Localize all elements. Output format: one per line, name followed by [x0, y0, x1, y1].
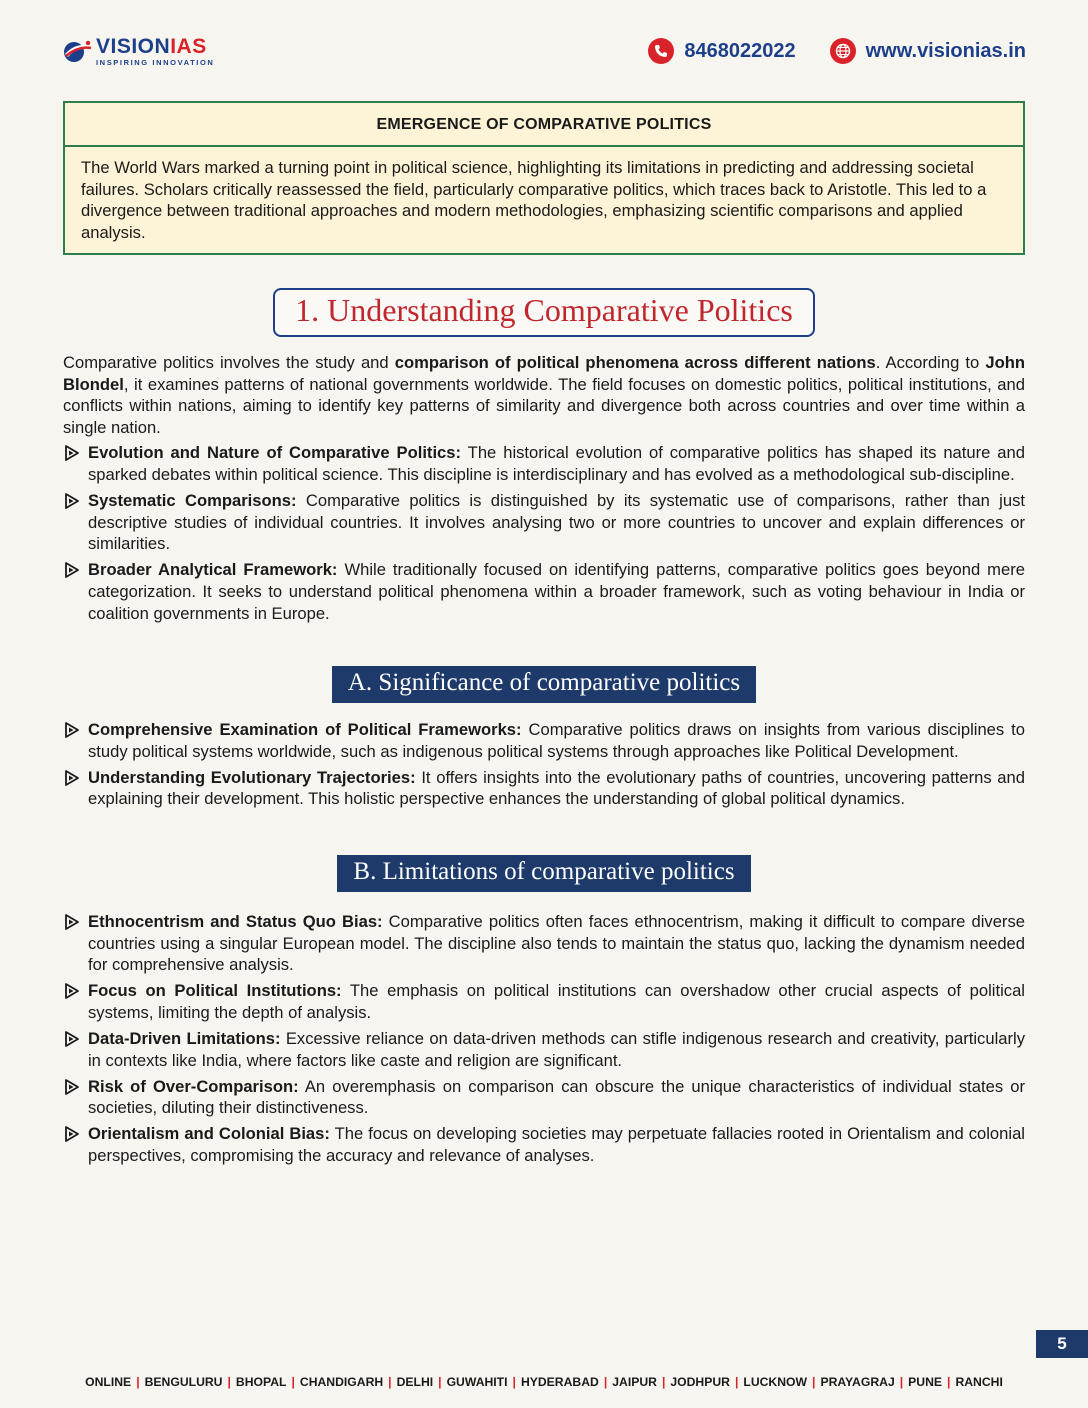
logo-tagline: INSPIRING INNOVATION: [96, 58, 215, 67]
play-arrow-icon: [63, 561, 81, 579]
play-arrow-icon: [63, 982, 81, 1000]
section-b-heading: B. Limitations of comparative politics: [337, 855, 750, 892]
footer-city[interactable]: CHANDIGARH: [299, 1375, 384, 1389]
play-arrow-icon: [63, 1030, 81, 1048]
logo-name-vision: VISION: [96, 35, 171, 58]
emergence-title: EMERGENCE OF COMPARATIVE POLITICS: [65, 103, 1023, 147]
footer-separator: |: [947, 1375, 951, 1389]
footer-separator: |: [661, 1375, 666, 1389]
section-1-heading: 1. Understanding Comparative Politics: [273, 288, 815, 337]
logo-name-ias: IAS: [170, 35, 207, 58]
footer-city[interactable]: ONLINE: [85, 1375, 132, 1389]
footer-city[interactable]: BHOPAL: [235, 1375, 287, 1389]
section-1-content: [63, 352, 1025, 629]
section-a-heading: A. Significance of comparative politics: [332, 666, 756, 703]
footer-separator: |: [438, 1375, 442, 1389]
list-item: Broader Analytical Framework: While traditionally focused on identifying patterns, comparative politics goes beyond mere categorization. It seeks to understand political phenomena within a broader framework, such as voting behaviour in India or coalition governments in Europe.: [63, 559, 1025, 624]
footer-separator: |: [603, 1375, 608, 1389]
footer-separator: |: [512, 1375, 516, 1389]
footer-city[interactable]: JAIPUR: [612, 1375, 657, 1389]
play-arrow-icon: [63, 721, 81, 739]
play-arrow-icon: [63, 444, 81, 462]
page-number: 5: [1036, 1330, 1088, 1358]
list-item: Orientalism and Colonial Bias: The focus on developing societies may perpetuate fallacies rooted in Orientalism and colonial perspectives, compromising the accuracy and relevance of analyses.: [63, 1123, 1025, 1166]
phone-number[interactable]: 8468022022: [684, 39, 796, 62]
play-arrow-icon: [63, 1125, 81, 1143]
list-item: Risk of Over-Comparison: An overemphasis on comparison can obscure the unique characteristics of individual states or societies, diluting their distinctiveness.: [63, 1076, 1025, 1119]
section-1-intro: Comparative politics involves the study and comparison of political phenomena across different nations. According to John Blondel, it examines patterns of national governments worldwide. The field focuses on domestic politics, political institutions, and conflicts within nations, aiming to identify key patterns of similarity and divergence both across countries and over time within a single nation.: [63, 353, 1025, 437]
footer-city[interactable]: PUNE: [908, 1375, 943, 1389]
footer-city[interactable]: JODHPUR: [670, 1375, 730, 1389]
play-arrow-icon: [63, 913, 81, 931]
section-a-bullets: [63, 719, 1025, 810]
phone-icon: [648, 38, 674, 64]
list-item: Systematic Comparisons: Comparative politics is distinguished by its systematic use of comparisons, rather than just descriptive studies of individual countries. It involves analysing two or more countries to uncover and explain differences or similarities.: [63, 490, 1025, 555]
play-arrow-icon: [63, 492, 81, 510]
list-item: Focus on Political Institutions: The emphasis on political institutions can overshadow other crucial aspects of political systems, limiting the depth of analysis.: [63, 980, 1025, 1023]
footer-city[interactable]: RANCHI: [955, 1375, 1003, 1389]
section-a-content: [63, 719, 1025, 814]
emergence-box: [63, 101, 1025, 255]
website-link[interactable]: www.visionias.in: [865, 39, 1026, 62]
list-item: Evolution and Nature of Comparative Politics: The historical evolution of comparative politics has shaped its nature and sparked debates within political science. This discipline is interdisciplinary and has evolved as a methodological sub-discipline.: [63, 442, 1025, 485]
footer-separator: |: [812, 1375, 816, 1389]
footer-separator: |: [899, 1375, 904, 1389]
footer-separator: |: [388, 1375, 392, 1389]
section-b-content: [63, 911, 1025, 1171]
page-header: [62, 30, 1026, 70]
logo-swoosh-icon: [62, 38, 92, 64]
list-item: Understanding Evolutionary Trajectories: It offers insights into the evolutionary paths of countries, uncovering patterns and explaining their development. This holistic perspective enhances the understanding of global political dynamics.: [63, 767, 1025, 810]
footer-city[interactable]: HYDERABAD: [520, 1375, 599, 1389]
footer-city[interactable]: GUWAHITI: [446, 1375, 508, 1389]
footer-separator: |: [227, 1375, 231, 1389]
contact-info: [648, 38, 1026, 64]
globe-icon: [830, 38, 856, 64]
list-item: Ethnocentrism and Status Quo Bias: Comparative politics often faces ethnocentrism, making it difficult to compare diverse countries using a singular European model. The discipline also tends to maintain the status quo, lacking the dynamism needed for comprehensive analysis.: [63, 911, 1025, 976]
visionias-logo[interactable]: [62, 36, 214, 67]
emergence-body: The World Wars marked a turning point in political science, highlighting its limitations in predicting and addressing societal failures. Scholars critically reassessed the field, particularly comparative politics, which traces back to Aristotle. This led to a divergence between traditional approaches and modern methodologies, emphasizing scientific comparisons and applied analysis.: [81, 158, 987, 242]
footer-city[interactable]: BENGULURU: [144, 1375, 223, 1389]
list-item: Comprehensive Examination of Political Frameworks: Comparative politics draws on insights from various disciplines to study political systems worldwide, such as indigenous political systems through approaches like Political Development.: [63, 719, 1025, 762]
footer-city[interactable]: LUCKNOW: [743, 1375, 808, 1389]
footer-city[interactable]: DELHI: [396, 1375, 434, 1389]
section-1-bullets: [63, 442, 1025, 624]
footer-separator: |: [291, 1375, 295, 1389]
play-arrow-icon: [63, 1078, 81, 1096]
list-item: Data-Driven Limitations: Excessive reliance on data-driven methods can stifle indigenous research and creativity, particularly in contexts like India, where factors like caste and religion are significant.: [63, 1028, 1025, 1071]
footer-city[interactable]: PRAYAGRAJ: [820, 1375, 895, 1389]
footer-separator: |: [136, 1375, 140, 1389]
footer-separator: |: [734, 1375, 739, 1389]
footer-cities: [62, 1375, 1026, 1389]
play-arrow-icon: [63, 769, 81, 787]
section-b-bullets: [63, 911, 1025, 1167]
